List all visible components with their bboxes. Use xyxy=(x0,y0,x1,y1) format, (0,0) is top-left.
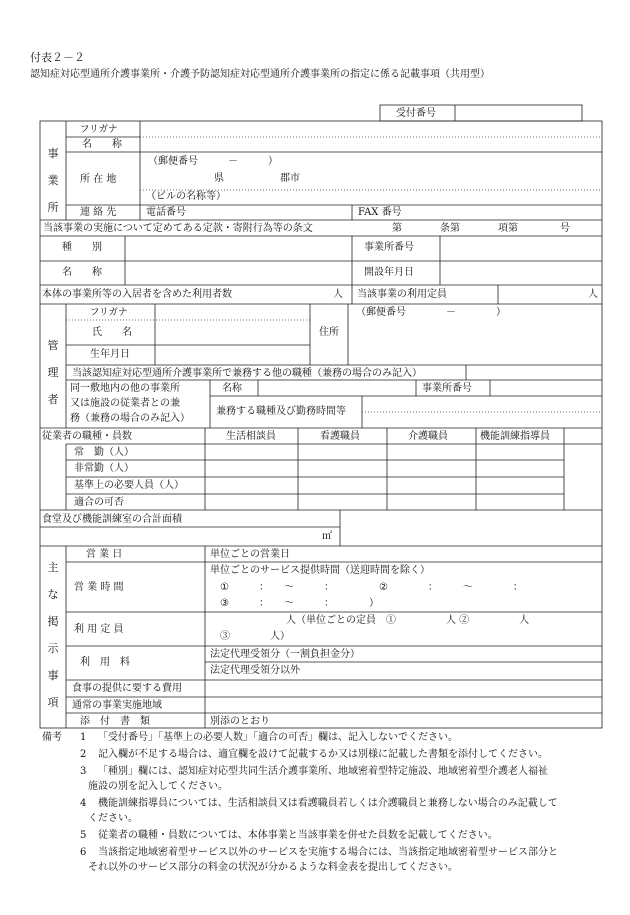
office-furigana-label: フリガナ xyxy=(80,124,118,135)
manager-section-label: 管 理 者 xyxy=(47,339,59,406)
staff-row-required: 基準上の必要人員（人） xyxy=(74,480,184,491)
remark-1-num: 1 xyxy=(80,732,87,743)
open-date-label: 開設年月日 xyxy=(364,267,414,278)
business-hours-label: 営 業 時 間 xyxy=(74,582,124,593)
concurrent-job-label: 当該認知症対応型通所介護事業所で兼務する他の職種（兼務の場合のみ記入） xyxy=(72,368,422,379)
remark-4-num: 4 xyxy=(80,798,87,809)
manager-residence-label: 住所 xyxy=(319,327,339,338)
fee-label: 利 用 料 xyxy=(80,657,130,668)
capacity-label: 当該事業の利用定員 xyxy=(357,289,447,300)
office-prefecture: 県 xyxy=(214,173,224,184)
service-area-label: 通常の事業実施地域 xyxy=(72,700,162,711)
office-contact-label: 連 絡 先 xyxy=(80,207,117,218)
capacity-line-2: ③ 人） xyxy=(220,631,290,642)
other-facility-number-label: 事業所番号 xyxy=(422,383,472,394)
staff-header-label: 従業者の職種・員数 xyxy=(42,431,132,442)
staff-row-fulltime: 常 勤（人） xyxy=(74,447,134,458)
staff-col-counselor: 生活相談員 xyxy=(226,431,276,442)
residents-unit: 人 xyxy=(333,289,343,300)
remark-6-num: 6 xyxy=(80,847,87,858)
capacity-unit: 人 xyxy=(588,289,598,300)
remark-3-text-2: 施設の別を記入してください。 xyxy=(88,781,228,792)
remark-3-num: 3 xyxy=(80,766,87,777)
rules-gou: 号 xyxy=(560,223,570,234)
area-label: 食堂及び機能訓練室の合計面積 xyxy=(42,514,182,525)
remark-6-text-2: それ以外のサービス部分の料金の状況が分かるような料金表を提出してください。 xyxy=(88,862,458,873)
hours-unit-label: 単位ごとのサービス提供時間（送迎時間を除く） xyxy=(210,565,430,576)
office-city: 郡市 xyxy=(280,173,300,184)
other-facility-label-3: 務（兼務の場合のみ記入） xyxy=(70,413,190,424)
office-building: （ビルの名称等） xyxy=(146,191,226,202)
rules-kou: 項第 xyxy=(498,223,518,234)
facility-name-label: 名 称 xyxy=(62,267,102,278)
area-unit: ㎡ xyxy=(322,531,332,542)
business-days-unit: 単位ごとの営業日 xyxy=(210,549,290,560)
attachments-label: 添 付 書 類 xyxy=(80,716,150,727)
fee-line-1: 法定代理受領分（一割負担金分） xyxy=(210,649,360,660)
remarks-label: 備考 xyxy=(42,732,62,743)
rules-label: 当該事業の実施について定めてある定款・寄附行為等の条文 xyxy=(43,223,313,234)
other-hours-label: 兼務する職種及び勤務時間等 xyxy=(216,406,346,417)
rules-jo: 条第 xyxy=(440,223,460,234)
attachments-value: 別添のとおり xyxy=(210,716,270,727)
notices-section-label: 主 な 掲 示 事 項 xyxy=(47,561,59,709)
remark-4-text-1: 機能訓練指導員については、生活相談員又は看護職員若しくは介護職員と兼務しない場合のみ記載して xyxy=(98,798,558,809)
manager-birthdate-label: 生年月日 xyxy=(90,349,130,360)
remark-1-text: 「受付番号」「基準上の必要人数」「適合の可否」欄は、記入しないでください。 xyxy=(98,732,458,743)
capacity-notice-label: 利 用 定 員 xyxy=(74,624,124,635)
form-title: 認知症対応型通所介護事業所・介護予防認知症対応型通所介護事業所の指定に係る記載事項（共用型） xyxy=(30,69,490,80)
staff-col-trainer: 機能訓練指導員 xyxy=(480,431,550,442)
staff-col-nurse: 看護職員 xyxy=(320,431,360,442)
manager-furigana-label: フリガナ xyxy=(90,307,128,318)
type-label: 種 別 xyxy=(62,242,102,253)
staff-col-care: 介護職員 xyxy=(408,431,448,442)
remark-5-text: 従業者の職種・員数については、本体事業と当該事業を併せた員数を記載してください。 xyxy=(98,830,498,841)
meal-cost-label: 食事の提供に要する費用 xyxy=(72,683,182,694)
manager-postal-code: （郵便番号 － ） xyxy=(356,307,506,318)
staff-row-parttime: 非常勤（人） xyxy=(74,463,134,474)
remark-6-text-1: 当該指定地域密着型サービス以外のサービスを実施する場合には、当該指定地域密着型サービス部分と xyxy=(98,847,558,858)
hours-line-2: ③ ： ～ ： ） xyxy=(220,598,379,609)
remark-3-text-1: 「種別」欄には、認知症対応型共同生活介護事業所、地域密着型特定施設、地域密着型介護老人福祉 xyxy=(98,766,548,777)
business-days-label: 営 業 日 xyxy=(86,549,123,560)
manager-name-label: 氏 名 xyxy=(92,327,132,338)
fee-line-2: 法定代理受領分以外 xyxy=(210,665,300,676)
other-facility-label-2: 又は施設の従業者との兼 xyxy=(70,398,180,409)
remark-5-num: 5 xyxy=(80,830,87,841)
facility-office-number-label: 事業所番号 xyxy=(364,242,414,253)
other-facility-label-1: 同一敷地内の他の事業所 xyxy=(70,383,180,394)
office-address-label: 所 在 地 xyxy=(80,174,117,185)
residents-label: 本体の事業所等の入居者を含めた利用者数 xyxy=(42,289,232,300)
office-section-label: 事 業 所 xyxy=(47,147,59,214)
office-fax-label: FAX 番号 xyxy=(358,207,402,218)
staff-row-compliance: 適合の可否 xyxy=(74,497,124,508)
remark-2-text: 記入欄が不足する場合は、適宜欄を設けて記載するか又は別様に記載した書類を添付してください。 xyxy=(98,749,548,760)
office-postal-code: （郵便番号 － ） xyxy=(148,156,278,167)
remark-4-text-2: ください。 xyxy=(88,813,138,824)
office-name-label: 名 称 xyxy=(82,139,122,150)
receipt-number-label: 受付番号 xyxy=(396,108,436,119)
annex-label: 付表２－２ xyxy=(30,51,85,64)
rules-dai: 第 xyxy=(392,223,402,234)
remark-2-num: 2 xyxy=(80,749,87,760)
other-facility-name-label: 名称 xyxy=(222,383,242,394)
capacity-line-1: 人（単位ごとの定員 ① 人 ② 人 xyxy=(286,615,530,626)
hours-line-1: ① ： ～ ： ② ： ～ ： xyxy=(220,582,523,593)
office-phone-label: 電話番号 xyxy=(146,207,186,218)
